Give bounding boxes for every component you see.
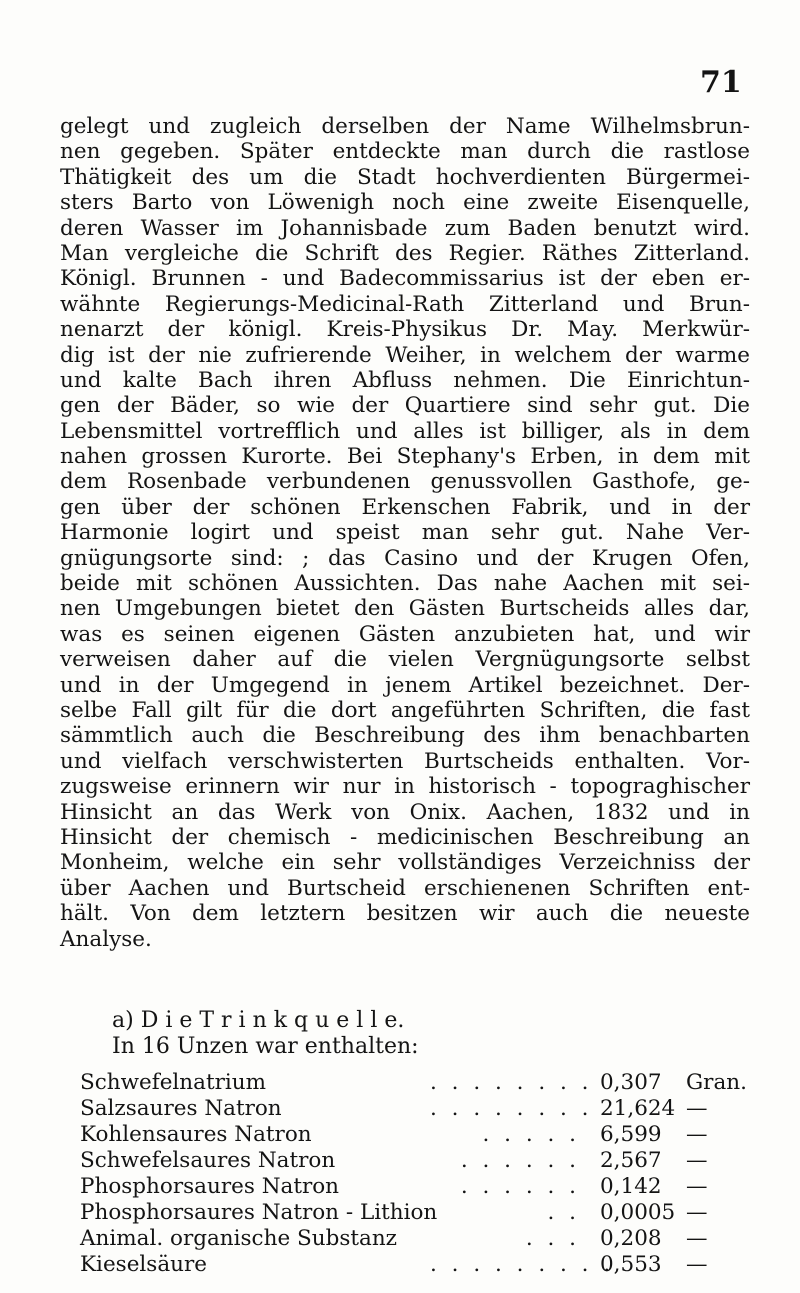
text-line: Königl. Brunnen - und Badecommissarius ist der eben er- [60, 266, 750, 292]
text-line: über Aachen und Burtscheid erschienenen Schriften ent- [60, 875, 750, 901]
text-line: Lebensmittel vortrefflich und alles ist billiger, als in dem [60, 418, 750, 444]
unit-label: — [686, 1148, 708, 1173]
quantity-value: 0,0005 [600, 1200, 676, 1225]
substance-name: Kohlensaures Natron [80, 1122, 312, 1147]
quantity-value: 0,307 [600, 1070, 662, 1095]
unit-label: Gran. [686, 1070, 747, 1095]
substance-name: Schwefelsaures Natron [80, 1148, 336, 1173]
text-line: und kalte Bach ihren Abfluss nehmen. Die Einrichtun- [60, 367, 750, 393]
text-line: Monheim, welche ein sehr vollständiges Verzeichniss der [60, 850, 750, 876]
text-line: und vielfach verschwisterten Burtscheids enthalten. Vor- [60, 748, 750, 774]
unit-label: — [686, 1252, 708, 1277]
text-line: Hinsicht an das Werk von Onix. Aachen, 1832 und in [60, 799, 750, 825]
unit-label: — [686, 1174, 708, 1199]
leader-dots: . . . . . . [460, 1174, 580, 1199]
quantity-value: 6,599 [600, 1122, 662, 1147]
body-paragraph [60, 114, 750, 952]
text-line: deren Wasser im Johannisbade zum Baden benutzt wird. [60, 215, 750, 241]
section-subheading: In 16 Unzen war enthalten: [112, 1034, 419, 1059]
leader-dots: . . . [525, 1226, 580, 1251]
analysis-row [80, 1174, 750, 1200]
text-line: sters Barto von Löwenigh noch eine zweite Eisenquelle, [60, 190, 750, 216]
leader-dots: . . . . . . . . [430, 1096, 593, 1121]
unit-label: — [686, 1122, 708, 1147]
leader-dots: . . [547, 1200, 580, 1225]
leader-dots: . . . . . . . . . [430, 1252, 615, 1277]
text-line: nen Umgebungen bietet den Gästen Burtscheids alles dar, [60, 596, 750, 622]
leader-dots: . . . . . . [460, 1148, 580, 1173]
leader-dots: . . . . . . . . [430, 1070, 593, 1095]
analysis-row [80, 1252, 750, 1278]
substance-name: Kieselsäure [80, 1252, 207, 1277]
text-line: Man vergleiche die Schrift des Regier. Räthes Zitterland. [60, 240, 750, 266]
text-line: Hinsicht der chemisch - medicinischen Beschreibung an [60, 824, 750, 850]
analysis-row [80, 1226, 750, 1252]
quantity-value: 2,567 [600, 1148, 662, 1173]
text-line: was es seinen eigenen Gästen anzubieten hat, und wir [60, 621, 750, 647]
text-line: hält. Von dem letztern besitzen wir auch die neueste [60, 901, 750, 927]
text-line: beide mit schönen Aussichten. Das nahe Aachen mit sei- [60, 571, 750, 597]
unit-label: — [686, 1226, 708, 1251]
substance-name: Animal. organische Substanz [80, 1226, 398, 1251]
text-line: dig ist der nie zufrierende Weiher, in welchem der warme [60, 342, 750, 368]
page-number: 71 [700, 65, 742, 100]
text-line: und in der Umgegend in jenem Artikel bezeichnet. Der- [60, 672, 750, 698]
unit-label: — [686, 1200, 708, 1225]
text-line: nenarzt der königl. Kreis-Physikus Dr. May. Merkwür- [60, 317, 750, 343]
text-line: nen gegeben. Später entdeckte man durch die rastlose [60, 139, 750, 165]
quantity-value: 0,208 [600, 1226, 662, 1251]
analysis-row [80, 1096, 750, 1122]
text-line: verweisen daher auf die vielen Vergnügungsorte selbst [60, 647, 750, 673]
text-line: gen der Bäder, so wie der Quartiere sind sehr gut. Die [60, 393, 750, 419]
text-line: sämmtlich auch die Beschreibung des ihm benachbarten [60, 723, 750, 749]
analysis-table [80, 1070, 750, 1278]
quantity-value: 0,142 [600, 1174, 662, 1199]
analysis-row [80, 1122, 750, 1148]
quantity-value: 0,553 [600, 1252, 662, 1277]
substance-name: Phosphorsaures Natron [80, 1174, 340, 1199]
text-line: dem Rosenbade verbundenen genussvollen Gasthofe, ge- [60, 469, 750, 495]
text-line: Thätigkeit des um die Stadt hochverdienten Bürgermei- [60, 164, 750, 190]
analysis-row [80, 1200, 750, 1226]
text-line: Analyse. [60, 926, 152, 952]
quantity-value: 21,624 [600, 1096, 676, 1121]
text-line: zugsweise erinnern wir nur in historisch - topograghischer [60, 774, 750, 800]
text-line: gnügungsorte sind: ; das Casino und der Krugen Ofen, [60, 545, 750, 571]
section-heading: a) D i e T r i n k q u e l l e. [112, 1008, 405, 1033]
text-line: gelegt und zugleich derselben der Name Wilhelmsbrun- [60, 114, 750, 139]
text-line: Harmonie logirt und speist man sehr gut. Nahe Ver- [60, 520, 750, 546]
analysis-row [80, 1148, 750, 1174]
text-line: nahen grossen Kurorte. Bei Stephany's Erben, in dem mit [60, 444, 750, 470]
analysis-row [80, 1070, 750, 1096]
substance-name: Schwefelnatrium [80, 1070, 266, 1095]
substance-name: Salzsaures Natron [80, 1096, 282, 1121]
text-line: gen über der schönen Erkenschen Fabrik, und in der [60, 494, 750, 520]
substance-name: Phosphorsaures Natron - Lithion [80, 1200, 438, 1225]
text-line: wähnte Regierungs-Medicinal-Rath Zitterland und Brun- [60, 291, 750, 317]
text-line: selbe Fall gilt für die dort angeführten Schriften, die fast [60, 697, 750, 723]
unit-label: — [686, 1096, 708, 1121]
leader-dots: . . . . . [482, 1122, 580, 1147]
